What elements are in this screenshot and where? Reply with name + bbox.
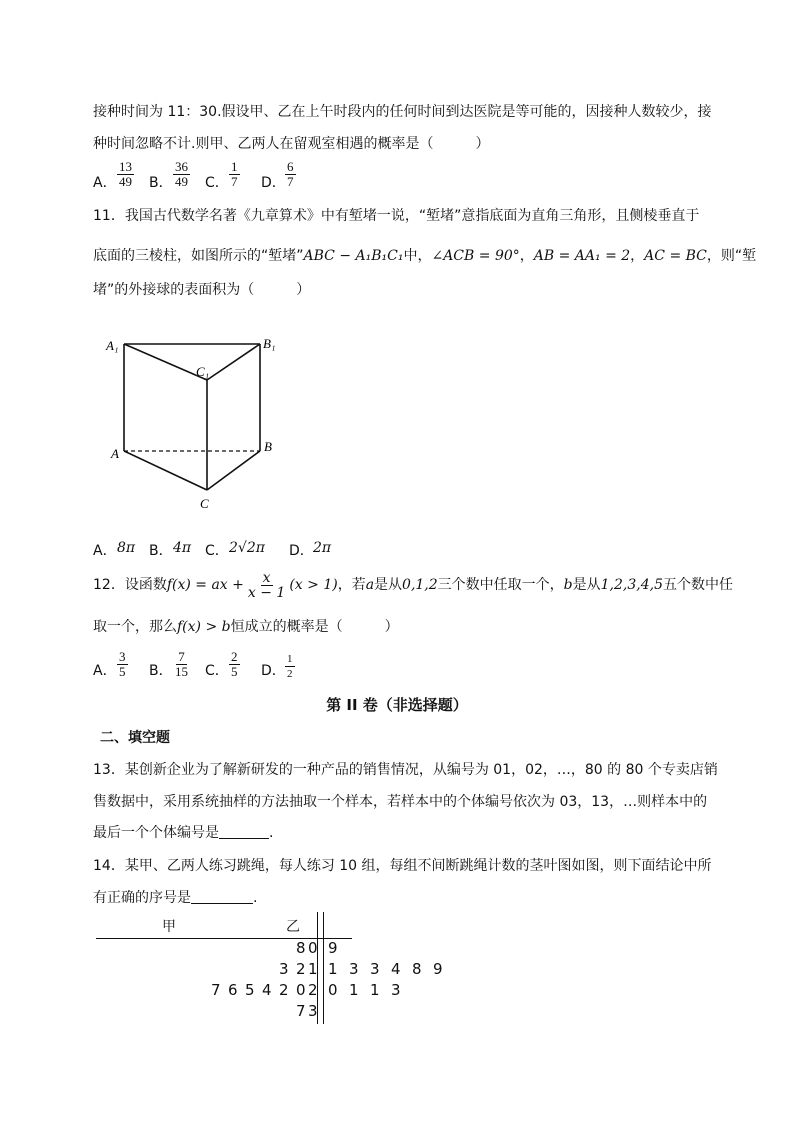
q10-option-a-label: A． xyxy=(93,175,117,191)
q10-option-d-label: D． xyxy=(261,175,286,191)
stem-leaf-plot xyxy=(96,912,443,1024)
leaf-left: 8 xyxy=(296,939,306,957)
q12-option-d-fraction: $\frac{1}{2}$ xyxy=(287,653,293,680)
q10-option-b-fraction: $\frac{36}{49}$ xyxy=(175,159,188,189)
q10-option-c-label: C． xyxy=(205,175,229,191)
edge-ac xyxy=(124,451,207,490)
q11-text-line1: 11．我国古代数学名著《九章算术》中有堑堵一说，“堑堵”意指底面为直角三角形，且侧棱垂直于 xyxy=(93,208,700,224)
leaf-left: 6 xyxy=(228,981,238,999)
q12-function-fraction: $\frac{x}{x - 1}$ xyxy=(247,569,286,601)
q11-option-b-label: B． xyxy=(149,543,173,559)
section-title: 第 II 卷（非选择题） xyxy=(326,696,468,714)
q10-text-line1: 接种时间为 11：30.假设甲、乙在上午时段内的任何时间到达医院是等可能的，因接种人数较少，接 xyxy=(93,104,712,120)
label-c: C xyxy=(200,496,209,511)
leaf-right: 3 xyxy=(370,960,380,978)
q13-answer-blank xyxy=(219,824,269,839)
q11-text-line2: 底面的三棱柱，如图所示的“堑堵”ABC − A₁B₁C₁中，∠ACB = 90°，AB = AA₁ = 2，AC = BC，则“堑 xyxy=(93,248,757,264)
leaf-right: 1 xyxy=(349,981,359,999)
q12-option-b-fraction: $\frac{7}{15}$ xyxy=(175,649,188,679)
label-a: A xyxy=(111,446,119,461)
leaf-right: 8 xyxy=(412,960,422,978)
stem-leaf-header-left: 甲 xyxy=(162,919,176,935)
edge-b1c1 xyxy=(207,344,260,380)
leaf-left: 7 xyxy=(211,981,221,999)
q12-option-a-fraction: $\frac{3}{5}$ xyxy=(119,649,126,679)
leaf-right: 9 xyxy=(328,939,338,957)
label-c1: C₁ xyxy=(196,364,210,379)
label-b1: B₁ xyxy=(263,336,276,351)
q10-text-line2: 种时间忽略不计.则甲、乙两人在留观室相遇的概率是（ ） xyxy=(93,136,490,152)
leaf-left: 5 xyxy=(245,981,255,999)
edge-a1c1 xyxy=(124,344,210,380)
leaf-left: 2 xyxy=(296,960,306,978)
leaf-right: 0 xyxy=(328,981,338,999)
leaf-left: 4 xyxy=(262,981,272,999)
label-b: B xyxy=(264,439,272,454)
leaf-right: 3 xyxy=(349,960,359,978)
prism-figure xyxy=(100,330,290,515)
q11-option-b-value: 4π xyxy=(173,540,192,556)
q12-option-c-fraction: $\frac{2}{5}$ xyxy=(231,649,238,679)
q10-option-c-fraction: $\frac{1}{7}$ xyxy=(231,159,238,189)
q10-option-b-label: B． xyxy=(149,175,173,191)
stem-divider-right xyxy=(323,912,324,1024)
leaf-left: 3 xyxy=(279,960,289,978)
q14-text-line2: 有正确的序号是 . xyxy=(93,890,258,906)
leaf-left: 0 xyxy=(296,981,306,999)
q11-option-d-value: 2π xyxy=(313,540,332,556)
q10-option-a-fraction: $\frac{13}{49}$ xyxy=(119,159,132,189)
leaf-right: 1 xyxy=(370,981,380,999)
q12-option-c-label: C． xyxy=(205,663,229,679)
q13-text-line2: 售数据中，采用系统抽样的方法抽取一个样本，若样本中的个体编号依次为 03，13，…则样本中的 xyxy=(93,794,708,810)
q13-text-line3: 最后一个个体编号是 . xyxy=(93,825,274,841)
q10-option-d-fraction: $\frac{6}{7}$ xyxy=(287,159,294,189)
stem-value: 0 xyxy=(308,939,318,957)
stem-leaf-header-right: 乙 xyxy=(286,919,300,935)
edge-bc xyxy=(207,451,260,490)
q11-option-a-label: A． xyxy=(93,543,117,559)
q12-option-a-label: A． xyxy=(93,663,117,679)
leaf-right: 3 xyxy=(391,981,401,999)
section-part-heading: 二、填空题 xyxy=(100,730,170,746)
q13-text-line1: 13．某创新企业为了解新研发的一种产品的销售情况，从编号为 01，02，…，80 的 80 个专卖店销 xyxy=(93,762,718,778)
q12-option-b-label: B． xyxy=(149,663,173,679)
leaf-right: 1 xyxy=(328,960,338,978)
q14-text-line1: 14．某甲、乙两人练习跳绳，每人练习 10 组，每组不间断跳绳计数的茎叶图如图，则下面结论中所 xyxy=(93,858,712,874)
q11-option-d-label: D． xyxy=(289,543,314,559)
stem-value: 2 xyxy=(308,981,318,999)
q12-text-line2: 取一个，那么f(x) > b恒成立的概率是（ ） xyxy=(93,619,399,635)
leaf-right: 9 xyxy=(433,960,443,978)
q11-options xyxy=(93,540,393,560)
q12-option-d-label: D． xyxy=(261,663,286,679)
q11-option-c-value: 2√2π xyxy=(229,540,265,556)
leaf-right: 4 xyxy=(391,960,401,978)
leaf-left: 2 xyxy=(279,981,289,999)
q12-text-line1: 12．设函数f(x) = ax + $\frac{x}{x - 1}$ (x > 1)，若a是从0,1,2三个数中任取一个，b是从1,2,3,4,5五个数中任 xyxy=(93,569,733,601)
q11-option-a-value: 8π xyxy=(117,540,136,556)
q11-text-line3: 堵”的外接球的表面积为（ ） xyxy=(93,282,311,298)
q14-answer-blank xyxy=(191,889,253,904)
stem-value: 1 xyxy=(308,960,318,978)
leaf-left: 7 xyxy=(296,1002,306,1020)
q11-option-c-label: C． xyxy=(205,543,229,559)
label-a1: A₁ xyxy=(106,338,119,353)
stem-value: 3 xyxy=(308,1002,318,1020)
